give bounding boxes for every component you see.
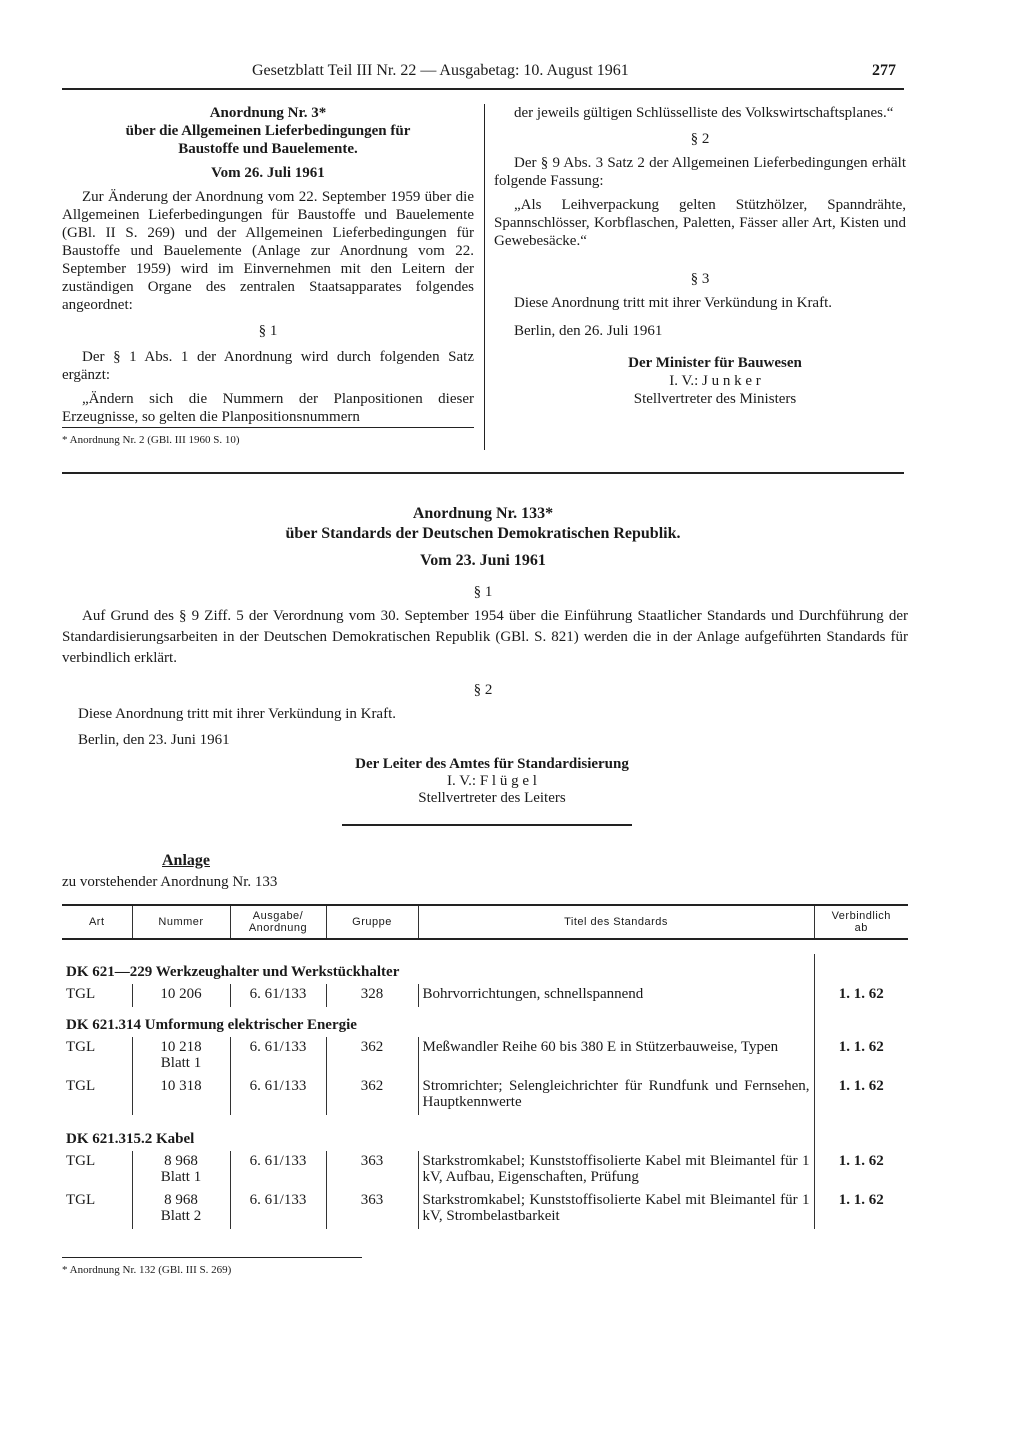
cell-gruppe: 328 [326, 984, 418, 1007]
order133-section-1: § 1 [473, 584, 493, 600]
order3-place-date: Berlin, den 26. Juli 1961 [514, 323, 663, 339]
cell-nummer [132, 1151, 230, 1190]
cell-gruppe: 362 [326, 1076, 418, 1115]
cell-ausgabe: 6. 61/133 [230, 1151, 326, 1190]
table-header-row [62, 905, 908, 939]
signature-rule [342, 824, 632, 826]
cell-ab: 1. 1. 62 [814, 1151, 908, 1190]
order133-signer-name: I. V.: F l ü g e l [447, 773, 537, 789]
order3-section-2: § 2 [690, 131, 710, 147]
cell-titel: Starkstromkabel; Kunststoffisolierte Kabel mit Bleimantel für 1 kV, Strombelastbarkeit [418, 1190, 814, 1229]
cell-ausgabe: 6. 61/133 [230, 1037, 326, 1076]
page-number: 277 [872, 62, 896, 79]
cell-blatt: Blatt 1 [160, 1055, 202, 1071]
col-ausgabe-line2: Anordnung [248, 922, 308, 934]
col-verbindlich-line1: Verbindlich [831, 910, 891, 922]
cell-ab: 1. 1. 62 [814, 1037, 908, 1076]
table-footnote-rule [62, 1257, 362, 1258]
cell-nummer-value: 8 968 [164, 1153, 198, 1169]
cell-nummer [132, 1037, 230, 1076]
order133-signer-role: Stellvertreter des Leiters [418, 790, 566, 806]
anlage-title: Anlage [162, 852, 210, 869]
cell-ausgabe: 6. 61/133 [230, 1076, 326, 1115]
cell-gruppe: 362 [326, 1037, 418, 1076]
order133-section-1-text: Auf Grund des § 9 Ziff. 5 der Verordnung vom 30. September 1954 über die Einführung Staatlicher Standards und Durchführung der Standardisierungsarbeiten in der Deutschen Demokratischen Republik (GBl. S. 821) werden die in der Anlage aufgeführten Standards für verbindlich erklärt. [62, 608, 908, 666]
order133-heading-1: Anordnung Nr. 133* [412, 505, 554, 522]
cell-nummer: 10 318 [132, 1076, 230, 1115]
cell-titel: Bohrvorrichtungen, schnellspannend [418, 984, 814, 1007]
cell-blatt: Blatt 1 [160, 1169, 202, 1185]
order3-heading-1: Anordnung Nr. 3* [209, 105, 327, 121]
order133-place-date: Berlin, den 23. Juni 1961 [78, 732, 230, 748]
col-nummer: Nummer [132, 905, 230, 939]
order3-date: Vom 26. Juli 1961 [211, 165, 325, 181]
col-verbindlich-line2: ab [854, 922, 868, 934]
order3-intro: Zur Änderung der Anordnung vom 22. September 1959 über die Allgemeinen Lieferbedingungen für Baustoffe und Bauelemente (GBl. II S. 269) und der Allgemeinen Lieferbedingungen für Baustoffe und Bauelemente (Anlage zur Anordnung vom 22. September 1959) wird im Einvernehmen mit den Leitern der zuständigen Organe des zentralen Staatsapparates folgendes angeordnet: [62, 189, 474, 313]
cell-art: TGL [66, 1039, 96, 1055]
order133-date: Vom 23. Juni 1961 [420, 552, 546, 569]
header-rule [62, 88, 904, 90]
cell-nummer [132, 1190, 230, 1229]
anlage-footnote: * Anordnung Nr. 132 (GBl. III S. 269) [62, 1264, 232, 1276]
cell-titel: Starkstromkabel; Kunststoffisolierte Kabel mit Bleimantel für 1 kV, Aufbau, Eigenschaften, Prüfung [418, 1151, 814, 1190]
table-row [62, 1076, 908, 1115]
cell-nummer-value: 8 968 [164, 1192, 198, 1208]
order3-footnote: * Anordnung Nr. 2 (GBl. III 1960 S. 10) [62, 434, 240, 446]
running-header: Gesetzblatt Teil III Nr. 22 — Ausgabetag: 10. August 1961 [252, 62, 629, 79]
table-row [62, 1151, 908, 1190]
left-footnote-rule [62, 427, 474, 428]
order3-signer-name: I. V.: J u n k e r [669, 373, 761, 389]
cell-art: TGL [66, 1078, 96, 1094]
cell-ab: 1. 1. 62 [814, 1190, 908, 1229]
order3-heading-3: Baustoffe und Bauelemente. [178, 141, 358, 157]
col-titel: Titel des Standards [418, 905, 814, 939]
order3-section-2-text: Der § 9 Abs. 3 Satz 2 der Allgemeinen Lieferbedingungen erhält folgende Fassung: [494, 155, 906, 189]
order3-section-1-text: Der § 1 Abs. 1 der Anordnung wird durch folgenden Satz ergänzt: [62, 349, 474, 383]
group-heading: DK 621.315.2 Kabel [66, 1131, 195, 1147]
order3-section-1-quote: „Ändern sich die Nummern der Planpositionen dieser Erzeugnisse, so gelten die Planpositionsnummern [62, 391, 474, 425]
section-rule [62, 472, 904, 474]
cell-ab: 1. 1. 62 [814, 984, 908, 1007]
anlage-table [62, 904, 908, 1229]
col-ausgabe-line1: Ausgabe/ [252, 910, 304, 922]
cell-nummer-value: 10 218 [160, 1039, 202, 1055]
order3-section-2-quote: „Als Leihverpackung gelten Stützhölzer, Spanndrähte, Spannschlösser, Korbflaschen, Paletten, Fässer aller Art, Kisten und Gewebesäcke.“ [494, 197, 906, 249]
cell-titel: Stromrichter; Selengleichrichter für Rundfunk und Fernsehen, Hauptkennwerte [418, 1076, 814, 1115]
table-row [62, 1037, 908, 1076]
table-row [62, 1190, 908, 1229]
table-row [62, 984, 908, 1007]
group-heading-row [62, 1115, 908, 1151]
column-divider [484, 104, 485, 450]
cell-gruppe: 363 [326, 1151, 418, 1190]
col-art: Art [62, 905, 132, 939]
order3-quote-continued: der jeweils gültigen Schlüsselliste des Volkswirtschaftsplanes.“ [514, 105, 894, 121]
anlage-table-wrap [62, 904, 908, 1229]
order133-section-2: § 2 [473, 682, 493, 698]
order3-section-1: § 1 [258, 323, 278, 339]
col-verbindlich [814, 905, 908, 939]
cell-gruppe: 363 [326, 1190, 418, 1229]
order3-heading-2: über die Allgemeinen Lieferbedingungen für [125, 123, 411, 139]
cell-art: TGL [66, 1153, 96, 1169]
order3-section-3-text: Diese Anordnung tritt mit ihrer Verkündung in Kraft. [514, 295, 833, 311]
group-heading: DK 621—229 Werkzeughalter und Werkstückhalter [66, 964, 400, 980]
left-column [62, 104, 474, 426]
order3-signer-title: Der Minister für Bauwesen [628, 355, 802, 371]
cell-blatt: Blatt 2 [160, 1208, 202, 1224]
group-heading-row [62, 954, 908, 984]
cell-ab: 1. 1. 62 [814, 1076, 908, 1115]
group-heading-row [62, 1007, 908, 1037]
group-heading: DK 621.314 Umformung elektrischer Energie [66, 1017, 357, 1033]
col-ausgabe [230, 905, 326, 939]
order133-signer-title: Der Leiter des Amtes für Standardisierung [355, 756, 629, 772]
order133-heading-2: über Standards der Deutschen Demokratischen Republik. [285, 525, 681, 542]
right-column [494, 104, 906, 408]
cell-art: TGL [66, 986, 96, 1002]
order133-section-2-text: Diese Anordnung tritt mit ihrer Verkündung in Kraft. [78, 706, 397, 722]
cell-nummer: 10 206 [132, 984, 230, 1007]
order3-signer-role: Stellvertreter des Ministers [633, 391, 797, 407]
cell-art: TGL [66, 1192, 96, 1208]
anlage-subtitle: zu vorstehender Anordnung Nr. 133 [62, 874, 278, 890]
cell-ausgabe: 6. 61/133 [230, 984, 326, 1007]
col-gruppe: Gruppe [326, 905, 418, 939]
cell-titel: Meßwandler Reihe 60 bis 380 E in Stützerbauweise, Typen [418, 1037, 814, 1076]
cell-ausgabe: 6. 61/133 [230, 1190, 326, 1229]
order3-section-3: § 3 [690, 271, 710, 287]
